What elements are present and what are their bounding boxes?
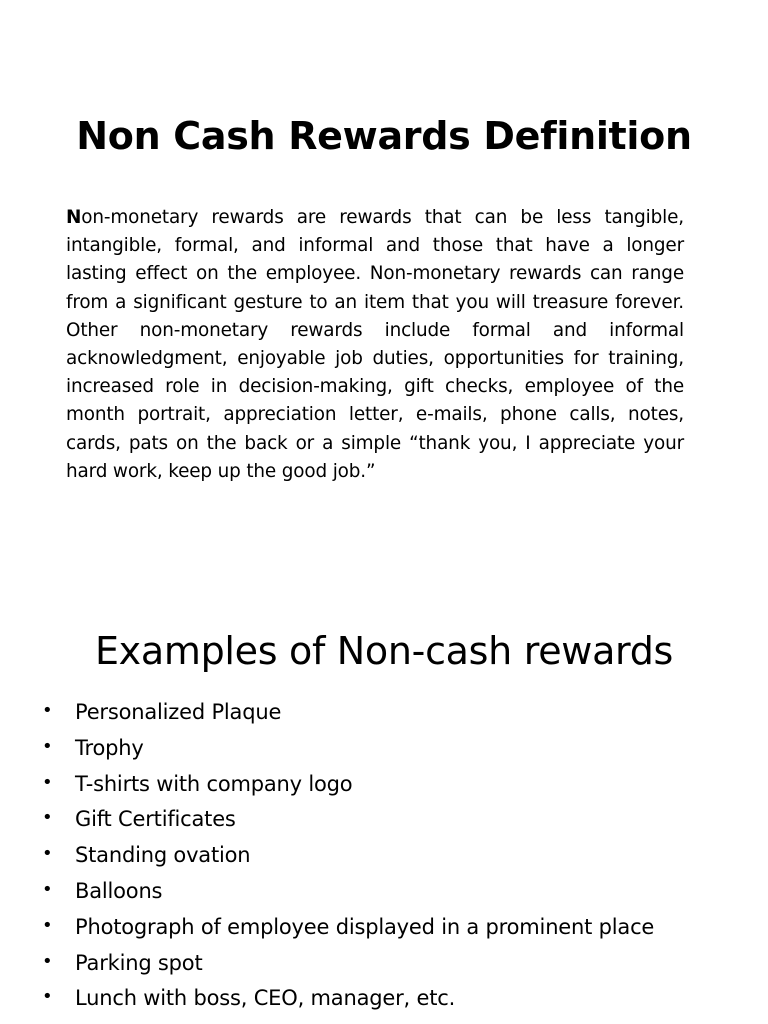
list-item [40,839,740,875]
slide-title: Non Cash Rewards Definition [76,114,692,158]
list-item [40,803,740,839]
bullet-icon: • [42,843,53,865]
paragraph-text: on-monetary rewards are rewards that can be less tangible, intangible, formal, and informal and those that have a longer lasting effect on the employee. Non-monetary rewards can range from a significant gesture to an item that you will treasure forever. Other non-monetary rewards include formal and informal acknowledgment, enjoyable job duties, opportunities for training, increased role in decision-making, gift checks, employee of the month portrait, appreciation letter, e-mails, phone calls, notes, cards, pats on the back or a simple “thank you, I appreciate your hard work, keep up the good job.” [66,207,684,482]
list-item [40,947,740,983]
list-item [40,732,740,768]
bullet-icon: • [42,986,53,1008]
list-item-text: Photograph of employee displayed in a prominent place [75,914,655,939]
bullet-icon: • [42,771,53,793]
bullet-icon: • [42,807,53,829]
paragraph-first-letter: N [66,207,82,228]
list-item-text: Gift Certificates [75,807,236,832]
list-item-text: Standing ovation [75,843,251,868]
bullet-icon: • [42,950,53,972]
list-item [40,768,740,804]
list-item-text: Parking spot [75,950,203,975]
list-item [40,982,740,1018]
list-item-text: T-shirts with company logo [75,771,353,796]
list-item [40,911,740,947]
list-item-text: Balloons [75,878,163,903]
list-item [40,696,740,732]
bullet-icon: • [42,878,53,900]
examples-list [40,696,740,1018]
definition-paragraph [66,204,684,486]
bullet-icon: • [42,700,53,721]
list-item-text: Personalized Plaque [75,700,282,724]
list-item-text: Trophy [75,735,144,760]
slide-examples [0,540,768,1024]
list-item-text: Lunch with boss, CEO, manager, etc. [75,986,456,1011]
bullet-icon: • [42,735,53,757]
list-item [40,875,740,911]
bullet-icon: • [42,914,53,936]
slide-title: Examples of Non-cash rewards [94,629,674,673]
